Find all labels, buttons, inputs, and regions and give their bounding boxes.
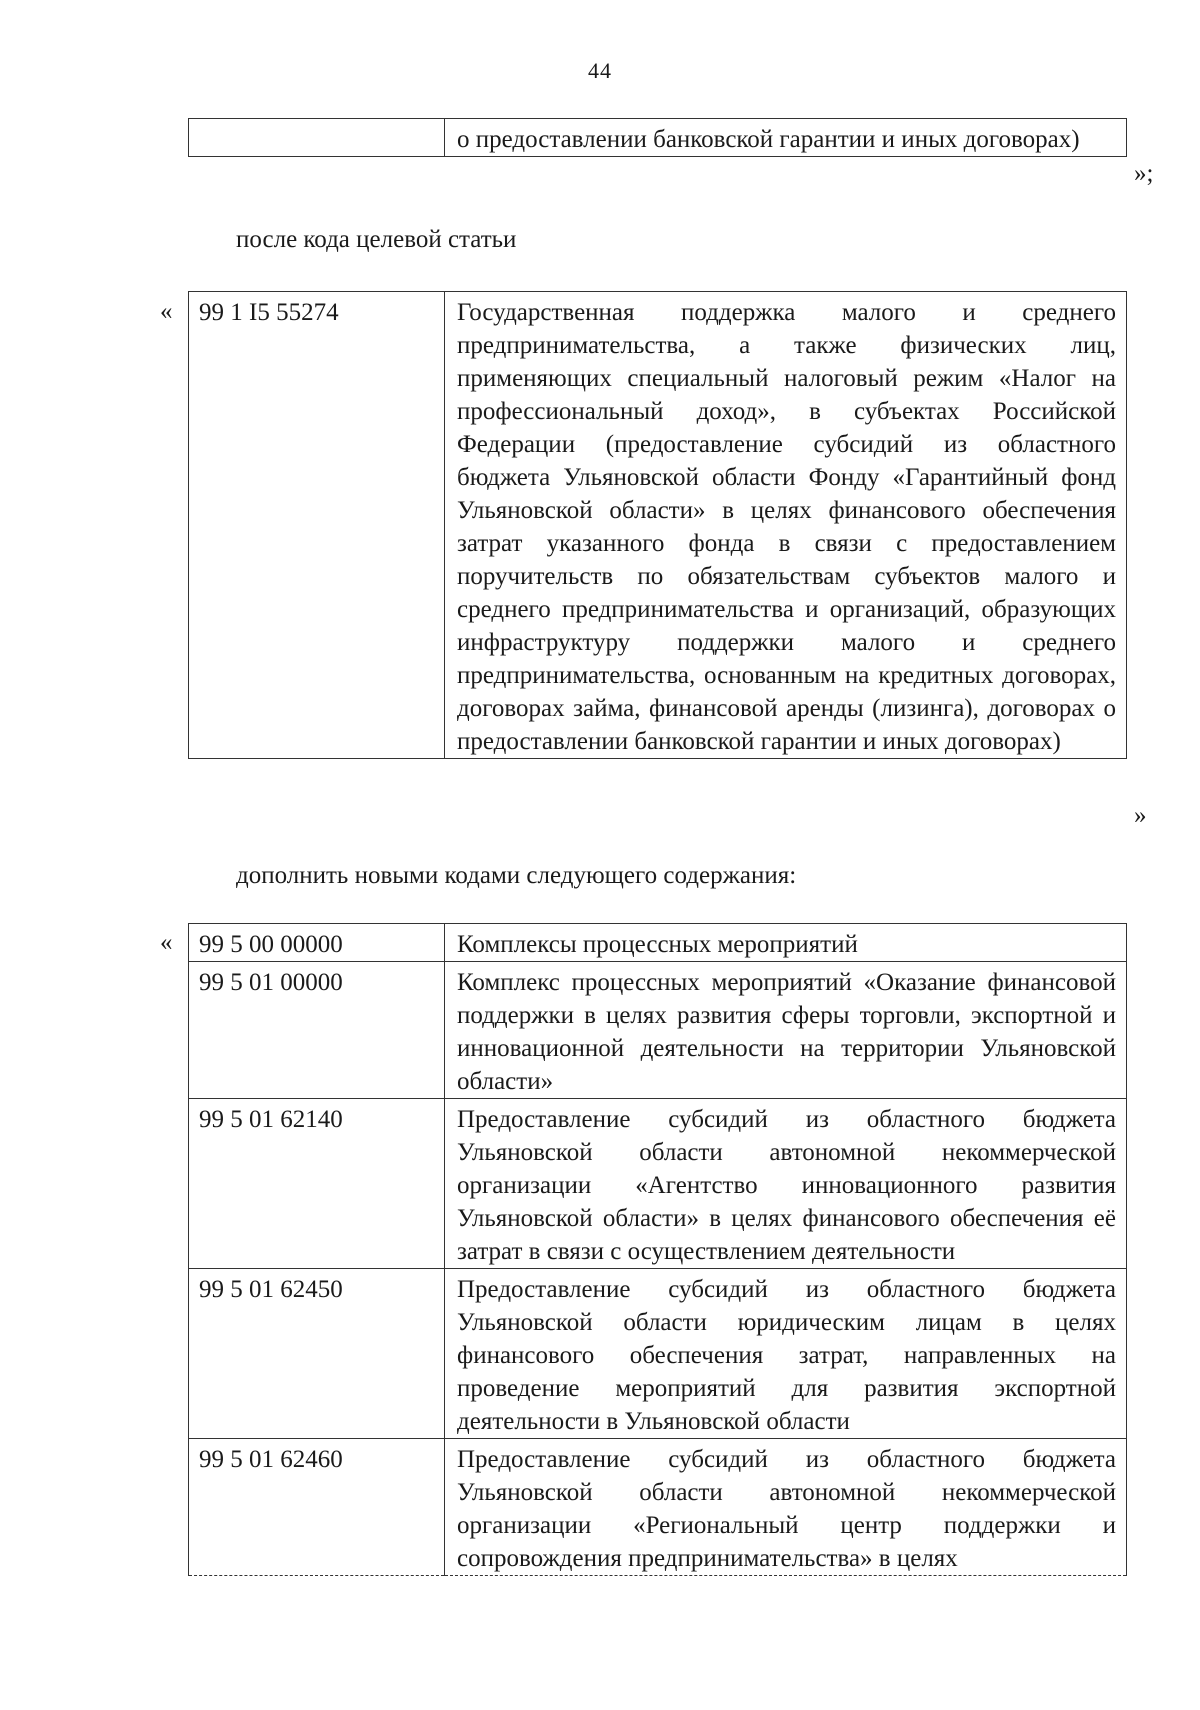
- description-cell: [445, 924, 1127, 962]
- table-row: [189, 1269, 1127, 1439]
- target-article-table: [188, 291, 1127, 759]
- continuation-table: [188, 118, 1127, 157]
- description-cell: [445, 1099, 1127, 1269]
- new-codes-table: [188, 923, 1127, 1576]
- code-cell: 99 5 01 62450: [189, 1269, 445, 1439]
- code-cell: [189, 119, 445, 157]
- closing-quote: »;: [1134, 160, 1154, 187]
- description-text: Комплексы процессных мероприятий: [457, 931, 858, 958]
- opening-quote: «: [160, 929, 173, 956]
- description-cell: [445, 1439, 1127, 1576]
- code-cell: 99 5 01 62460: [189, 1439, 445, 1576]
- instruction-paragraph: после кода целевой статьи: [236, 226, 517, 253]
- description-text: Предоставление субсидий из областного бюджета Ульяновской области юридическим лицам в целях финансового обеспечения затрат, направленных на проведение мероприятий для развития экспортной деятельности в Ульяновской области: [457, 1276, 1116, 1435]
- description-cell: [445, 292, 1127, 759]
- table-row: [189, 962, 1127, 1099]
- table-row: [189, 1439, 1127, 1576]
- table-row: [189, 119, 1127, 157]
- page-number: 44: [588, 58, 612, 83]
- description-text: о предоставлении банковской гарантии и иных договорах): [457, 126, 1080, 153]
- instruction-paragraph: дополнить новыми кодами следующего содержания:: [236, 862, 797, 889]
- description-text: Предоставление субсидий из областного бюджета Ульяновской области автономной некоммерческой организации «Региональный центр поддержки и сопровождения предпринимательства» в целях: [457, 1446, 1116, 1572]
- table-row: [189, 1099, 1127, 1269]
- description-cell: [445, 962, 1127, 1099]
- closing-quote: »: [1134, 802, 1147, 829]
- description-cell: [445, 119, 1127, 157]
- description-text: Комплекс процессных мероприятий «Оказание финансовой поддержки в целях развития сферы торговли, экспортной и инновационной деятельности на территории Ульяновской области»: [457, 969, 1116, 1095]
- description-text: Государственная поддержка малого и среднего предпринимательства, а также физических лиц, применяющих специальный налоговый режим «Налог на профессиональный доход», в субъектах Российской Федерации (предоставление субсидий из областного бюджета Ульяновской области Фонду «Гарантийный фонд Ульяновской области» в целях финансового обеспечения затрат указанного фонда в связи с предоставлением поручительств по обязательствам субъектов малого и среднего предпринимательства и организаций, образующих инфраструктуру поддержки малого и среднего предпринимательства, основанным на кредитных договорах, договорах займа, финансовой аренды (лизинга), договорах о предоставлении банковской гарантии и иных договорах): [457, 299, 1116, 755]
- code-cell: 99 5 01 00000: [189, 962, 445, 1099]
- opening-quote: «: [160, 298, 173, 325]
- table-row: [189, 292, 1127, 759]
- code-cell: 99 1 I5 55274: [189, 292, 445, 759]
- description-cell: [445, 1269, 1127, 1439]
- table-row: [189, 924, 1127, 962]
- code-cell: 99 5 01 62140: [189, 1099, 445, 1269]
- code-cell: 99 5 00 00000: [189, 924, 445, 962]
- description-text: Предоставление субсидий из областного бюджета Ульяновской области автономной некоммерческой организации «Агентство инновационного развития Ульяновской области» в целях финансового обеспечения её затрат в связи с осуществлением деятельности: [457, 1106, 1116, 1265]
